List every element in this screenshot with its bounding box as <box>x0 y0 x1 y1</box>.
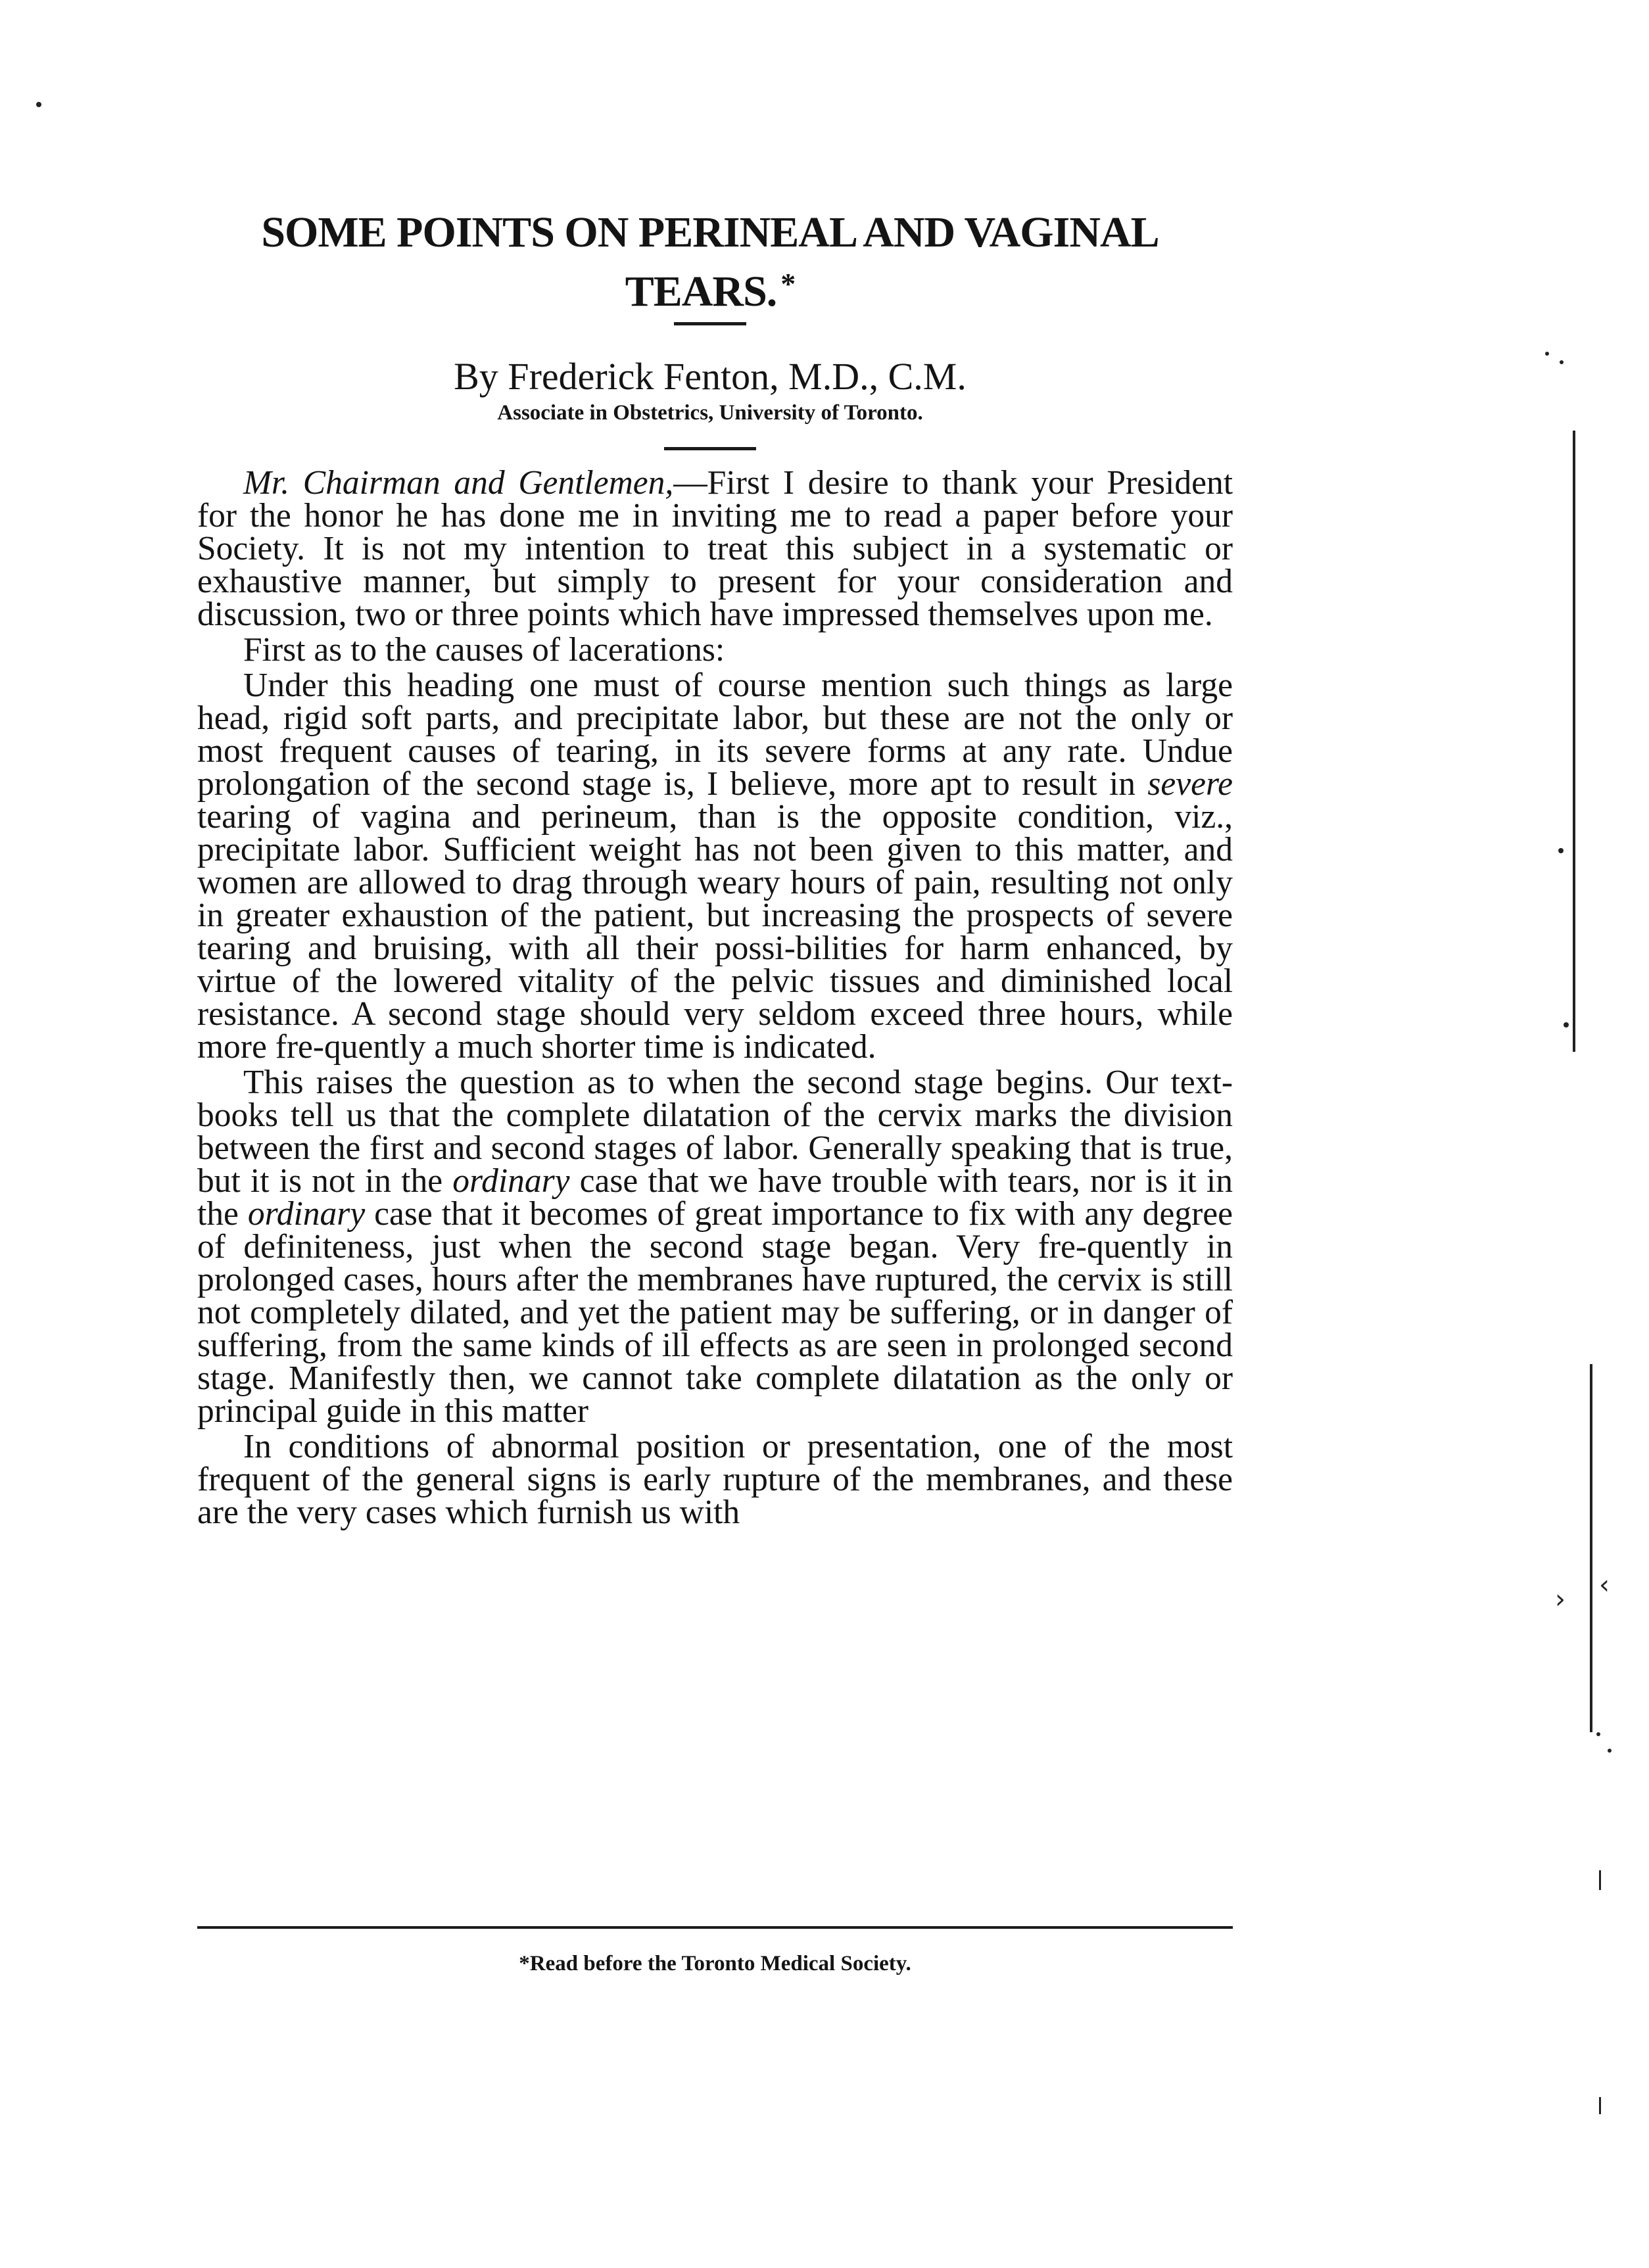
scan-glyph: › <box>1555 1584 1565 1615</box>
scan-line <box>1590 1364 1592 1732</box>
article-body <box>197 464 1233 1532</box>
scan-speck <box>1545 352 1549 356</box>
scan-line <box>1599 2097 1601 2114</box>
scan-speck <box>1596 1732 1600 1736</box>
scan-speck <box>1560 360 1564 364</box>
emphasis: severe <box>1147 765 1233 803</box>
paragraph-text: case that it becomes of great importance to fix with any degree of definiteness, just when the second stage began. Very fre-quently in prolonged cases, hours after the membranes have ruptured, the cervix is still not completely dilated, and yet the patient may be suffering, or in danger of suffering, from the same kinds of ill effects as are seen in prolonged second stage. Manifestly then, we cannot take complete dilatation as the only or principal guide in this matter <box>197 1195 1233 1430</box>
paragraph-text: —First I desire to thank your President for the honor he has done me in inviting me to read a paper before your Society. It is not my intention to treat this subject in a systematic or exhaustive manner, but simply to present for your consideration and discussion, two or three points which have impressed themselves upon me. <box>197 464 1233 633</box>
affiliation-line: Associate in Obstetrics, University of Toronto. <box>497 401 923 425</box>
paragraph: In conditions of abnormal position or presentation, one of the most frequent of the general signs is early rupture of the membranes, and these are the very cases which furnish us with <box>197 1428 1233 1531</box>
title-line-2 <box>197 258 1223 318</box>
paragraph-text: tearing of vagina and perineum, than is the opposite condition, viz., precipitate labor. Sufficient weight has not been given to this matter, and women are allowed to drag through weary hours of pain, resulting not only in greater exhaustion of the patient, but increasing the prospects of severe tearing and bruising, with all their possi-bilities for harm enhanced, by virtue of the lowered vitality of the pelvic tissues and diminished local resistance. A second stage should very seldom exceed three hours, while more fre-quently a much shorter time is indicated. <box>197 798 1233 1066</box>
paragraph-text: case that we have trouble with tears, nor is it in the <box>197 1162 1233 1233</box>
title-rule <box>674 322 746 325</box>
scan-speck <box>1564 1022 1569 1028</box>
paragraph <box>197 1066 1233 1428</box>
emphasis: ordinary <box>247 1195 366 1233</box>
footnote-marker: * <box>780 267 796 300</box>
scan-line <box>1573 431 1575 1052</box>
footnote-rule <box>197 1926 1233 1929</box>
scan-speck <box>1558 848 1564 853</box>
title-line-2-text: TEARS. <box>625 268 777 316</box>
title-line-1: SOME POINTS ON PERINEAL AND VAGINAL <box>261 208 1159 256</box>
scan-speck <box>1608 1749 1612 1753</box>
scan-line <box>1599 1870 1601 1890</box>
emphasis: ordinary <box>452 1162 570 1200</box>
scan-glyph: ‹ <box>1599 1570 1610 1600</box>
paragraph <box>197 464 1233 633</box>
paragraph-text: This raises the question as to when the second stage begins. Our text-books tell us that the complete dilatation of the cervix marks the division between the first and second stages of labor. Generally speaking that is true, but it is not in the <box>197 1064 1233 1200</box>
scan-speck <box>36 102 41 107</box>
author-rule <box>664 447 756 450</box>
author-line: By Frederick Fenton, M.D., C.M. <box>454 355 967 398</box>
article-title <box>197 207 1223 318</box>
paragraph <box>197 669 1233 1064</box>
paragraph-text: Under this heading one must of course mention such things as large head, rigid soft parts, and precipitate labor, but these are not the only or most frequent causes of tearing, in its severe forms at any rate. Undue prolongation of the second stage is, I believe, more apt to result in <box>197 667 1233 803</box>
paragraph: First as to the causes of lacerations: <box>243 631 725 669</box>
salutation: Mr. Chairman and Gentlemen, <box>243 464 674 502</box>
footnote: *Read before the Toronto Medical Society. <box>519 1952 911 1975</box>
